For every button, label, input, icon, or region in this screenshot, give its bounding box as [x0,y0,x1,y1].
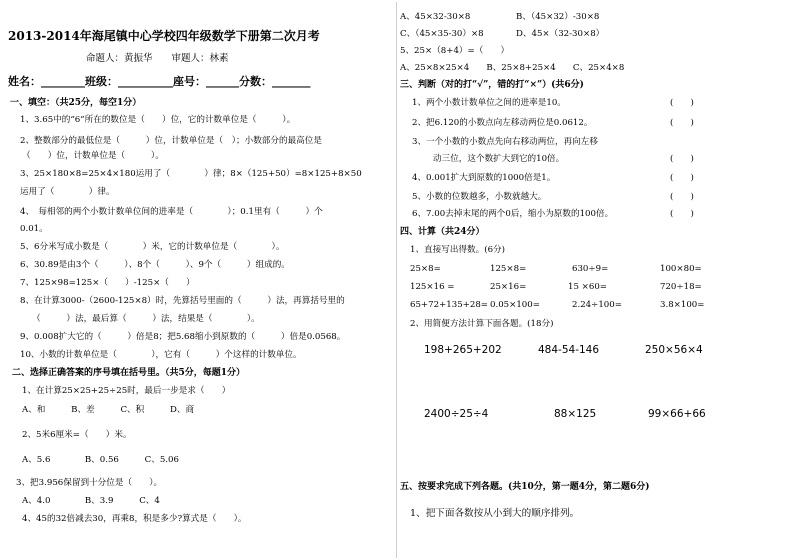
direct-calc-item: 100×80= [660,264,702,274]
choice-q4-option-b: B、（45×32）-30×8 [516,12,600,22]
direct-calc-item: 15 ×60= [568,282,608,292]
fill-q7: 7、125×98=125×（ ）-125×（ ） [20,278,195,288]
direct-calc-item: 3.8×100= [660,300,705,310]
fill-q10: 10、小数的计数单位是（ ），它有（ ）个这样的计数单位。 [20,350,302,360]
section-5-title: 五、按要求完成下列各题。(共10分，第一题4分，第二题6分) [400,482,650,492]
judge-q4-answer[interactable]: ( ) [670,173,694,183]
section-3-title: 三、判断（对的打“√”，错的打“×”）(共6分) [400,80,584,90]
direct-calc-title: 1、直接写出得数。(6分) [410,245,505,255]
judge-q2: 2、把6.120的小数点向左移动两位是0.0612。 [412,118,593,128]
section-1-title: 一、填空：（共25分，每空1分） [10,98,142,108]
fill-q9: 9、0.008扩大它的（ ）倍是8；把5.68缩小到原数的（ ）倍是0.0568。 [20,332,346,342]
direct-calc-item: 720÷18= [660,282,702,292]
choice-q4-option-d: D、45×（32-30×8） [516,29,605,39]
direct-calc-item: 630÷9= [572,264,609,274]
direct-calc-item: 2.24÷100= [572,300,622,310]
choice-q4-option-a: A、45×32-30×8 [400,12,471,22]
judge-q3-line1: 3、一个小数的小数点先向右移动两位，再向左移 [412,137,598,147]
judge-q6: 6、7.00去掉末尾的两个0后，缩小为原数的100倍。 [412,209,614,219]
fill-q6: 6、30.89是由3个（ ）、8个（ ）、9个（ ）组成的。 [20,260,290,270]
choice-q4-option-c: C、（45×35-30）×8 [400,29,484,39]
simplify-calc-item: 99×66+66 [648,408,706,420]
simplify-calc-item: 88×125 [554,408,597,420]
fill-q3-line2: 运用了（ ）律。 [20,187,115,197]
simplify-calc-item: 2400÷25÷4 [424,408,489,420]
direct-calc-item: 25×16= [490,282,527,292]
choice-q2: 2、5米6厘米=（ ）米。 [22,430,132,440]
fill-q8-line2: （ ）法，最后算（ ）法，结果是（ ）。 [32,314,260,324]
fill-q3-line1: 3、25×180×8=25×4×180运用了（ ）律；8×（125+50）=8×125+8×50 [20,169,362,179]
direct-calc-item: 125×8= [490,264,527,274]
fill-q4-line1: 4、 每相邻的两个小数计数单位间的进率是（ ）；0.1里有（ ）个 [20,207,323,217]
simplify-calc-item: 484-54-146 [538,344,600,356]
direct-calc-item: 65+72+135+28= [410,300,489,310]
student-info-line: 姓名：________班级：__________座号：______分数：_______ [8,75,311,88]
choice-q4: 4、45的32倍减去30，再乘8，积是多少?算式是（ ）。 [22,514,247,524]
choice-q1: 1、在计算25×25+25÷25时，最后一步是求（ ） [22,386,231,396]
choice-q5-options: A、25×8×25×4 B、25×8+25×4 C、25×4×8 [400,63,625,73]
exam-authors: 命题人：黄振华 审题人：林素 [86,53,229,64]
simplify-calc-title: 2、用简便方法计算下面各题。(18分) [410,319,554,329]
section-5-q1: 1、把下面各数按从小到大的顺序排列。 [410,508,580,519]
fill-q2-line2: （ ）位，计数单位是（ ）。 [22,151,164,161]
fill-q4-line2: 0.01。 [20,224,48,234]
column-divider [396,2,397,558]
fill-q1: 1、3.65中的“6”所在的数位是（ ）位，它的计数单位是（ ）。 [20,115,296,125]
judge-q6-answer[interactable]: ( ) [670,209,694,219]
judge-q1-answer[interactable]: ( ) [670,98,694,108]
simplify-calc-item: 250×56×4 [645,344,703,356]
fill-q8-line1: 8、在计算3000-（2600-125×8）时，先算括号里面的（ ）法，再算括号里的 [20,296,345,306]
fill-q2-line1: 2、整数部分的最低位是（ ）位，计数单位是（ ）；小数部分的最高位是 [20,136,322,146]
direct-calc-item: 0.05×100= [490,300,540,310]
judge-q3-line2: 动三位，这个数扩大到它的10倍。 [433,154,565,164]
section-4-title: 四、计算（共24分） [400,227,485,237]
direct-calc-item: 125×16 = [410,282,455,292]
judge-q5: 5、小数的位数越多，小数就越大。 [412,192,547,202]
judge-q3-answer[interactable]: ( ) [670,154,694,164]
judge-q5-answer[interactable]: ( ) [670,192,694,202]
exam-title: 2013-2014年海尾镇中心学校四年级数学下册第二次月考 [8,29,320,43]
judge-q1: 1、两个小数计数单位之间的进率是10。 [412,98,566,108]
choice-q1-options: A、和 B、差 C、积 D、商 [22,405,195,415]
choice-q5: 5、25×（8+4）=（ ） [400,46,510,56]
judge-q2-answer[interactable]: ( ) [670,118,694,128]
section-2-title: 二、选择正确答案的序号填在括号里。（共5分，每题1分） [12,368,246,378]
simplify-calc-item: 198+265+202 [424,344,502,356]
direct-calc-item: 25×8= [410,264,441,274]
choice-q3: 3、把3.956保留到十分位是（ ）。 [16,478,163,488]
choice-q3-options: A、4.0 B、3.9 C、4 [22,496,160,506]
choice-q2-options: A、5.6 B、0.56 C、5.06 [22,455,179,465]
fill-q5: 5、6分米写成小数是（ ）米，它的计数单位是（ ）。 [20,242,285,252]
judge-q4: 4、0.001扩大到原数的1000倍是1。 [412,173,556,183]
